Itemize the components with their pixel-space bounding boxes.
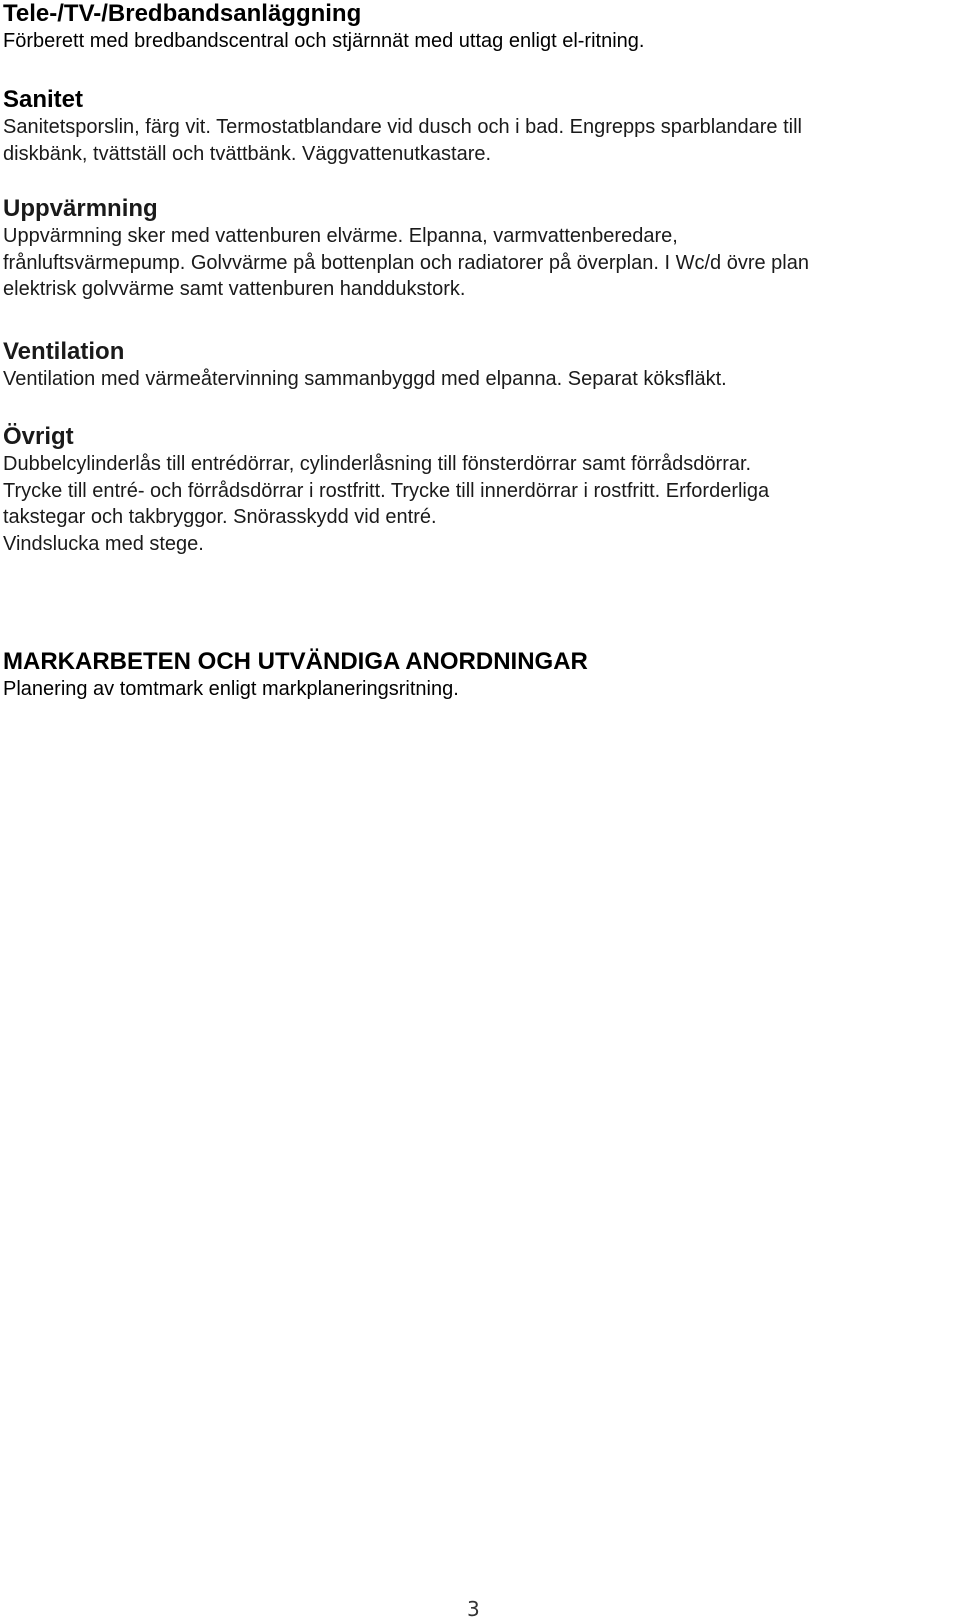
section-heading: Tele-/TV-/Bredbandsanläggning: [3, 0, 362, 27]
page-number: 3: [467, 1597, 480, 1621]
section-paragraph: [3, 28, 953, 55]
section-ventilation: [3, 338, 953, 393]
section-paragraph: [3, 366, 953, 393]
section-sanitet: [3, 86, 953, 167]
section-heading: Övrigt: [3, 423, 74, 450]
paragraph-line: Trycke till entré- och förrådsdörrar i rostfritt. Trycke till innerdörrar i rostfritt. Erforderliga: [3, 479, 770, 502]
paragraph-line: Uppvärmning sker med vattenburen elvärme. Elpanna, varmvattenberedare,: [3, 225, 678, 247]
section-heading: Ventilation: [3, 338, 125, 365]
section-paragraph: [3, 223, 953, 303]
paragraph-line: Förberett med bredbandscentral och stjärnnät med uttag enligt el-ritning.: [3, 30, 645, 52]
paragraph-line: Planering av tomtmark enligt markplaneringsritning.: [3, 678, 459, 700]
paragraph-line: Sanitetsporslin, färg vit. Termostatblandare vid dusch och i bad. Engrepps sparblandare till: [3, 116, 802, 138]
paragraph-line: Dubbelcylinderlås till entrédörrar, cylinderlåsning till fönsterdörrar samt förrådsdörrar.: [3, 453, 752, 475]
paragraph-line: diskbänk, tvättställ och tvättbänk. Väggvattenutkastare.: [3, 142, 492, 165]
section-markarbeten: [3, 648, 953, 703]
section-tele-tv-bredband: [3, 0, 953, 55]
section-paragraph: [3, 676, 953, 703]
paragraph-line: elektrisk golvvärme samt vattenburen handdukstork.: [3, 278, 466, 300]
section-heading: Uppvärmning: [3, 195, 158, 222]
section-ovrigt: [3, 423, 953, 557]
paragraph-line: Vindslucka med stege.: [3, 532, 204, 555]
paragraph-line: frånluftsvärmepump. Golvvärme på bottenplan och radiatorer på överplan. I Wc/d övre plan: [3, 251, 809, 274]
paragraph-line: Ventilation med värmeåtervinning sammanbyggd med elpanna. Separat köksfläkt.: [3, 368, 727, 390]
paragraph-line: takstegar och takbryggor. Snörasskydd vid entré.: [3, 506, 437, 528]
section-paragraph: [3, 114, 953, 167]
section-heading: MARKARBETEN OCH UTVÄNDIGA ANORDNINGAR: [3, 648, 588, 675]
section-paragraph: [3, 451, 953, 557]
section-heading: Sanitet: [3, 86, 84, 113]
section-uppvarmning: [3, 195, 953, 303]
